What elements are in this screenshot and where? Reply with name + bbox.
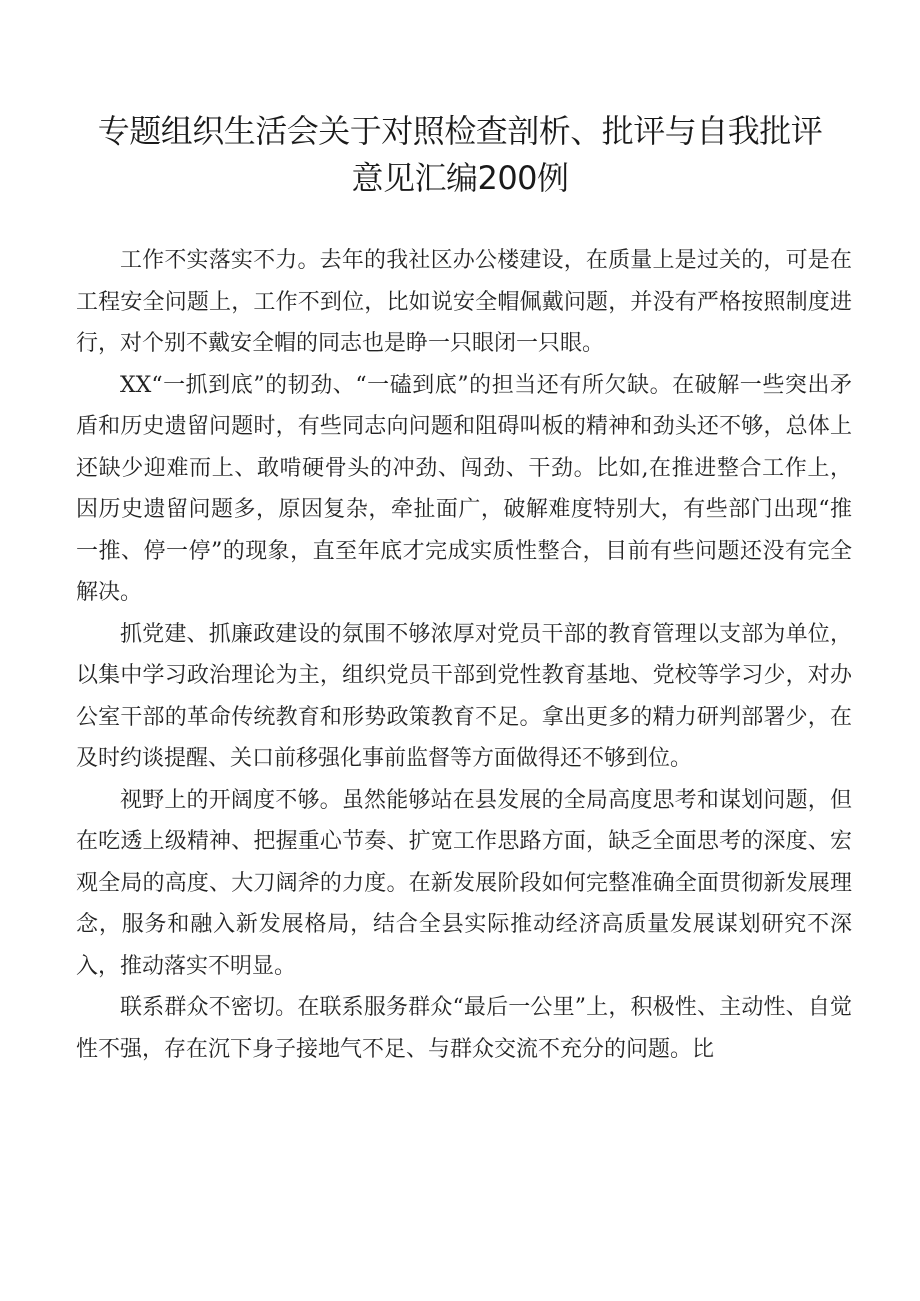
paragraph-2: XX“一抓到底”的韧劲、“一磕到底”的担当还有所欠缺。在破解一些突出矛盾和历史遗留问题时，有些同志向问题和阻碍叫板的精神和劲头还不够，总体上还缺少迎难而上、敢啃硬骨头的冲劲、闯劲、干劲。比如,在推进整合工作上，因历史遗留问题多，原因复杂，牵扯面广，破解难度特别大，有些部门出现“推一推、停一停”的现象，直至年底才完成实质性整合，目前有些问题还没有完全解决。 (76, 372, 852, 605)
document-body (76, 240, 852, 1070)
paragraph-4: 视野上的开阔度不够。虽然能够站在县发展的全局高度思考和谋划问题，但在吃透上级精神、把握重心节奏、扩宽工作思路方面，缺乏全面思考的深度、宏观全局的高度、大刀阔斧的力度。在新发展阶段如何完整准确全面贯彻新发展理念，服务和融入新发展格局，结合全县实际推动经济高质量发展谋划研究不深入，推动落实不明显。 (76, 787, 852, 979)
paragraph-1: 工作不实落实不力。去年的我社区办公楼建设，在质量上是过关的，可是在工程安全问题上，工作不到位，比如说安全帽佩戴问题，并没有严格按照制度进行，对个别不戴安全帽的同志也是睁一只眼闭一只眼。 (76, 248, 852, 356)
paragraph-3: 抓党建、抓廉政建设的氛围不够浓厚对党员干部的教育管理以支部为单位，以集中学习政治理论为主，组织党员干部到党性教育基地、党校等学习少，对办公室干部的革命传统教育和形势政策教育不足。拿出更多的精力研判部署少，在及时约谈提醒、关口前移强化事前监督等方面做得还不够到位。 (76, 621, 852, 771)
paragraph-5: 联系群众不密切。在联系服务群众“最后一公里”上，积极性、主动性、自觉性不强，存在沉下身子接地气不足、与群众交流不充分的问题。比 (76, 995, 852, 1062)
document-title: 专题组织生活会关于对照检查剖析、批评与自我批评意见汇编200例 (97, 112, 823, 197)
